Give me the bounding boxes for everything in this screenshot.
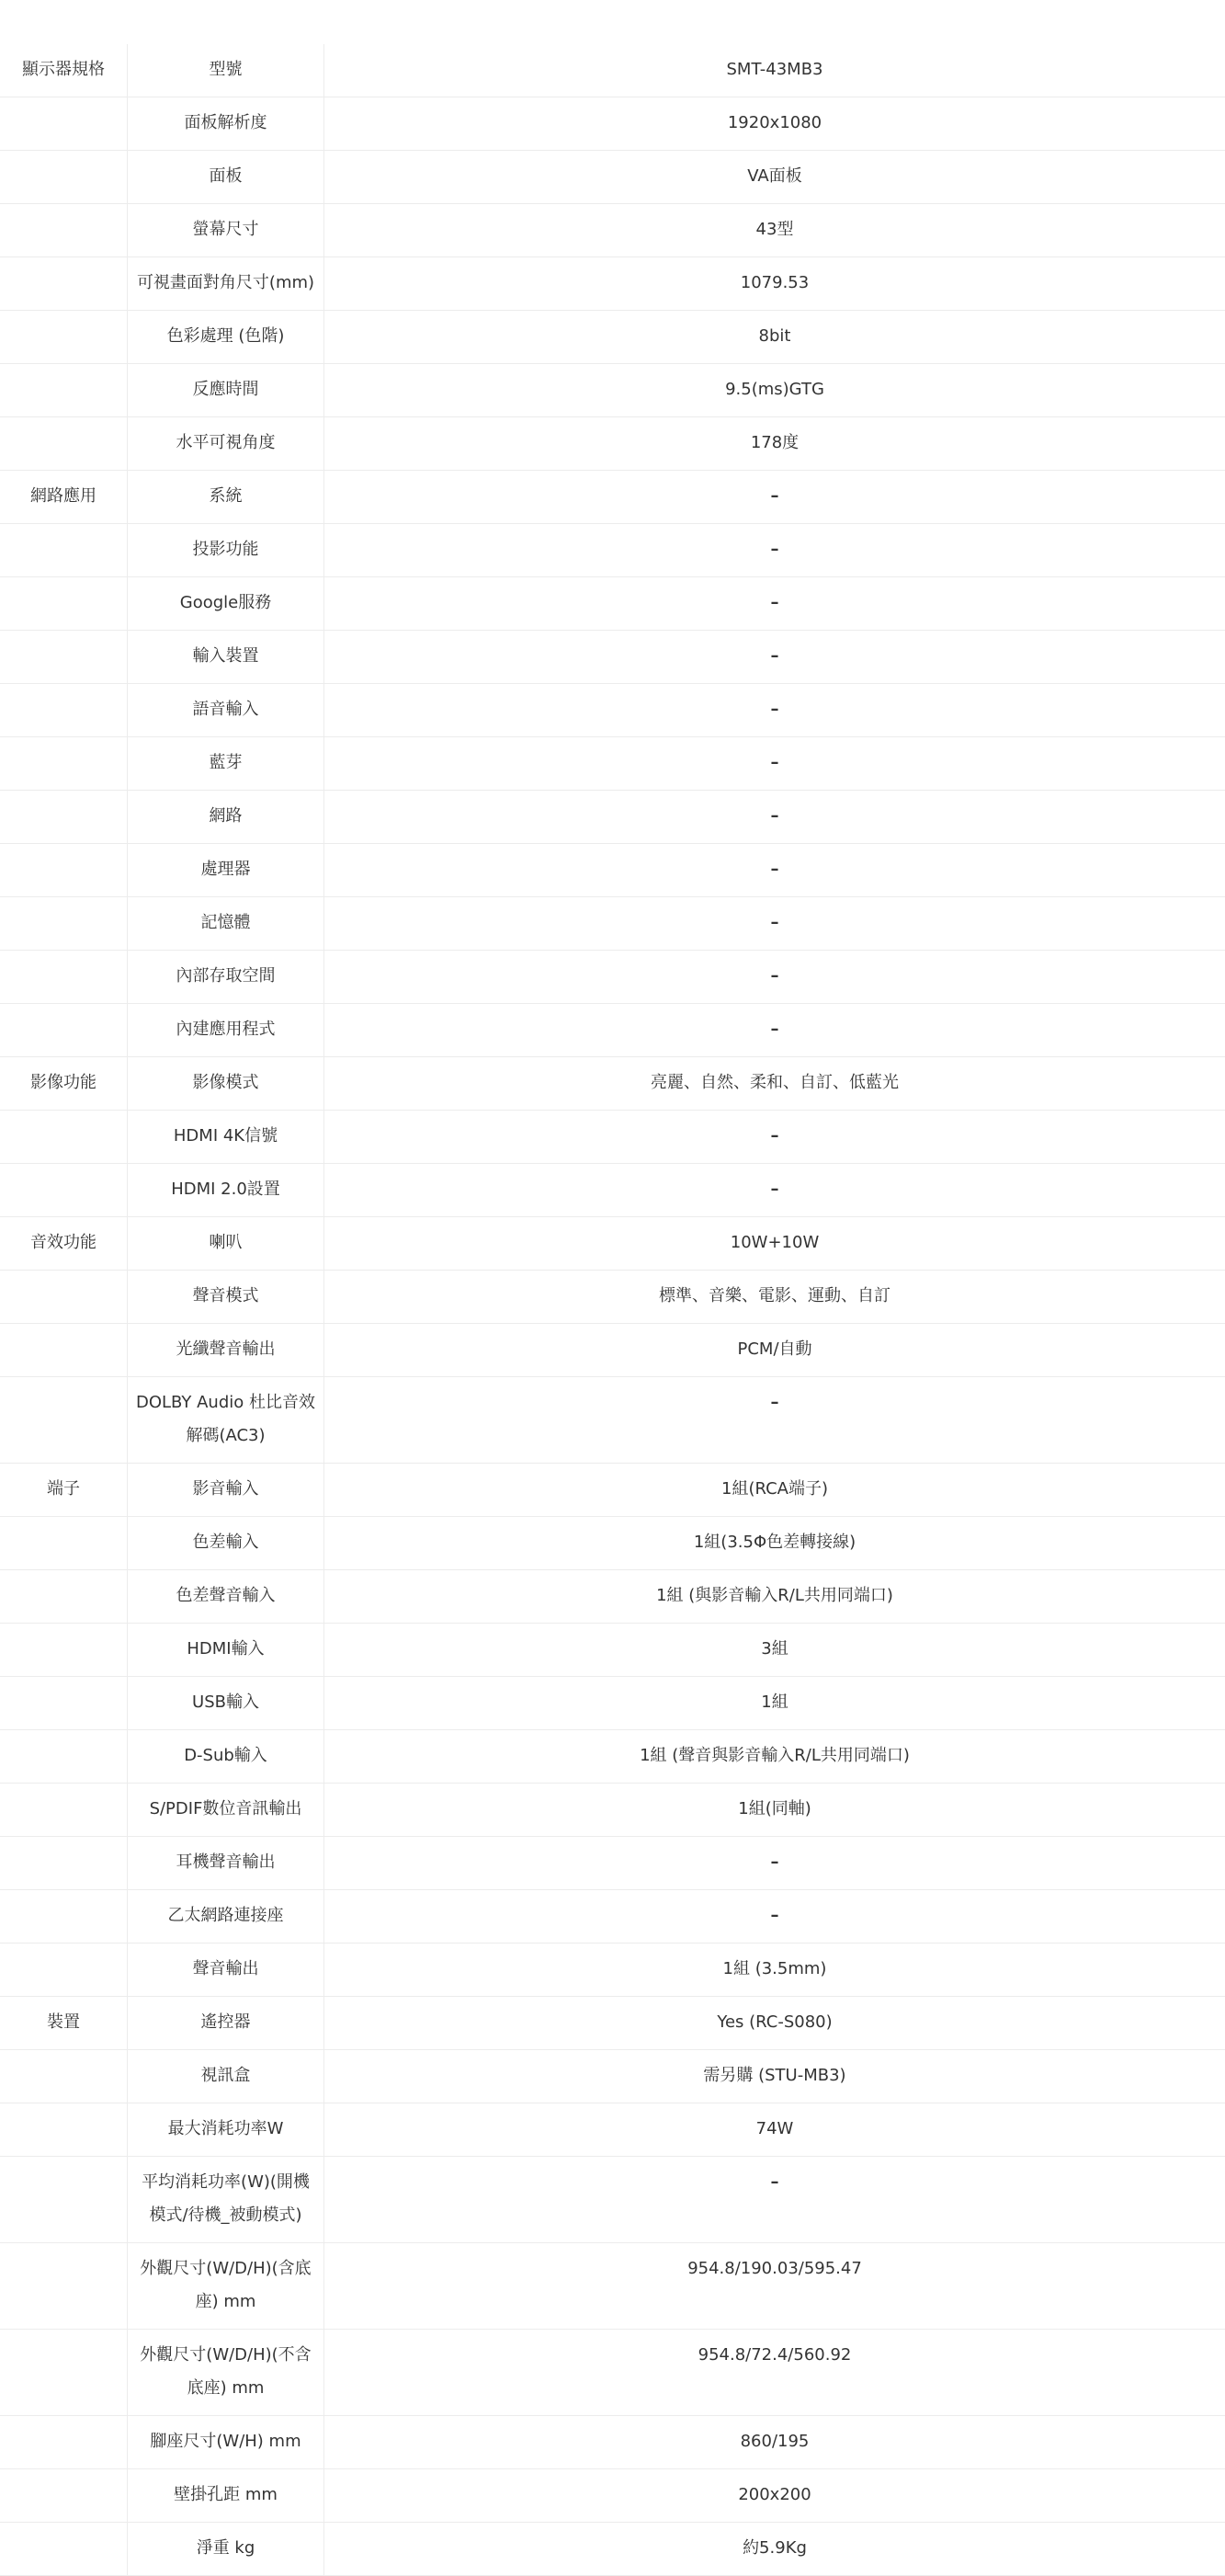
spec-row	[0, 2243, 1225, 2330]
spec-label: 語音輸入	[128, 684, 324, 737]
spec-value: Yes (RC-S080)	[324, 1997, 1225, 2050]
spec-label: Google服務	[128, 577, 324, 631]
spec-label: 影像模式	[128, 1057, 324, 1111]
spec-row	[0, 2157, 1225, 2243]
spec-row	[0, 1677, 1225, 1730]
spec-category	[0, 1837, 128, 1890]
spec-value: 1組	[324, 1677, 1225, 1730]
spec-label: 耳機聲音輸出	[128, 1837, 324, 1890]
spec-category	[0, 1943, 128, 1997]
spec-category	[0, 684, 128, 737]
spec-value: –	[324, 1164, 1225, 1217]
spec-row	[0, 2050, 1225, 2103]
spec-label: 水平可視角度	[128, 417, 324, 471]
spec-category	[0, 2330, 128, 2416]
spec-row	[0, 631, 1225, 684]
spec-label: 型號	[128, 44, 324, 97]
spec-category	[0, 1677, 128, 1730]
spec-label: USB輸入	[128, 1677, 324, 1730]
spec-value: 1組(3.5Φ色差轉接線)	[324, 1517, 1225, 1570]
spec-category	[0, 791, 128, 844]
spec-row	[0, 1004, 1225, 1057]
spec-row	[0, 577, 1225, 631]
spec-category: 影像功能	[0, 1057, 128, 1111]
spec-value: –	[324, 524, 1225, 577]
spec-value: –	[324, 791, 1225, 844]
spec-value: 1組 (3.5mm)	[324, 1943, 1225, 1997]
spec-row	[0, 897, 1225, 951]
spec-row	[0, 2330, 1225, 2416]
spec-value: 74W	[324, 2103, 1225, 2157]
spec-row	[0, 1837, 1225, 1890]
spec-row	[0, 791, 1225, 844]
spec-category	[0, 1570, 128, 1624]
spec-category	[0, 417, 128, 471]
spec-category	[0, 1111, 128, 1164]
spec-row	[0, 684, 1225, 737]
spec-value: –	[324, 577, 1225, 631]
spec-row	[0, 97, 1225, 151]
spec-label: 外觀尺寸(W/D/H)(含底座) mm	[128, 2243, 324, 2330]
spec-row	[0, 2469, 1225, 2523]
spec-row	[0, 1730, 1225, 1784]
spec-row	[0, 951, 1225, 1004]
spec-category	[0, 2050, 128, 2103]
spec-value: 標準、音樂、電影、運動、自訂	[324, 1271, 1225, 1324]
spec-row	[0, 364, 1225, 417]
spec-category	[0, 897, 128, 951]
spec-label: 網路	[128, 791, 324, 844]
spec-row	[0, 1111, 1225, 1164]
spec-value: –	[324, 1004, 1225, 1057]
spec-row	[0, 1997, 1225, 2050]
spec-row	[0, 1784, 1225, 1837]
spec-label: 內部存取空間	[128, 951, 324, 1004]
spec-row	[0, 1890, 1225, 1943]
spec-category: 裝置	[0, 1997, 128, 2050]
spec-value: –	[324, 1111, 1225, 1164]
spec-category	[0, 2157, 128, 2243]
spec-category	[0, 2416, 128, 2469]
spec-label: 色差聲音輸入	[128, 1570, 324, 1624]
spec-value: –	[324, 897, 1225, 951]
spec-category	[0, 151, 128, 204]
spec-label: 系統	[128, 471, 324, 524]
spec-value: –	[324, 631, 1225, 684]
spec-table-body	[0, 44, 1225, 2576]
spec-category	[0, 1271, 128, 1324]
spec-value: SMT-43MB3	[324, 44, 1225, 97]
spec-value: 1組 (聲音與影音輸入R/L共用同端口)	[324, 1730, 1225, 1784]
spec-row	[0, 2523, 1225, 2576]
spec-category: 端子	[0, 1464, 128, 1517]
spec-value: 9.5(ms)GTG	[324, 364, 1225, 417]
spec-value: –	[324, 1890, 1225, 1943]
spec-label: 淨重 kg	[128, 2523, 324, 2576]
spec-value: –	[324, 737, 1225, 791]
spec-value: 178度	[324, 417, 1225, 471]
spec-category	[0, 1624, 128, 1677]
spec-label: 螢幕尺寸	[128, 204, 324, 257]
spec-label: S/PDIF數位音訊輸出	[128, 1784, 324, 1837]
spec-row	[0, 417, 1225, 471]
spec-value: 1組(RCA端子)	[324, 1464, 1225, 1517]
spec-label: 聲音模式	[128, 1271, 324, 1324]
spec-value: –	[324, 684, 1225, 737]
spec-category	[0, 204, 128, 257]
spec-value: 10W+10W	[324, 1217, 1225, 1271]
spec-value: 1組(同軸)	[324, 1784, 1225, 1837]
spec-table	[0, 44, 1225, 2576]
spec-category	[0, 364, 128, 417]
spec-category	[0, 631, 128, 684]
spec-row	[0, 1377, 1225, 1464]
spec-value: 200x200	[324, 2469, 1225, 2523]
spec-value: –	[324, 471, 1225, 524]
spec-label: 面板解析度	[128, 97, 324, 151]
spec-row	[0, 1217, 1225, 1271]
spec-label: 可視畫面對角尺寸(mm)	[128, 257, 324, 311]
spec-label: 投影功能	[128, 524, 324, 577]
spec-row	[0, 1570, 1225, 1624]
spec-label: 腳座尺寸(W/H) mm	[128, 2416, 324, 2469]
spec-category	[0, 951, 128, 1004]
spec-row	[0, 1057, 1225, 1111]
spec-label: 壁掛孔距 mm	[128, 2469, 324, 2523]
spec-label: 光纖聲音輸出	[128, 1324, 324, 1377]
spec-row	[0, 204, 1225, 257]
spec-category	[0, 1164, 128, 1217]
spec-row	[0, 151, 1225, 204]
spec-category	[0, 2523, 128, 2576]
spec-value: 43型	[324, 204, 1225, 257]
spec-value: 1920x1080	[324, 97, 1225, 151]
spec-category	[0, 97, 128, 151]
spec-row	[0, 844, 1225, 897]
spec-value: 1組 (與影音輸入R/L共用同端口)	[324, 1570, 1225, 1624]
spec-category	[0, 1730, 128, 1784]
spec-row	[0, 471, 1225, 524]
spec-category	[0, 1324, 128, 1377]
spec-label: 色彩處理 (色階)	[128, 311, 324, 364]
spec-row	[0, 1324, 1225, 1377]
spec-value: 954.8/72.4/560.92	[324, 2330, 1225, 2416]
spec-label: 外觀尺寸(W/D/H)(不含底座) mm	[128, 2330, 324, 2416]
spec-value: PCM/自動	[324, 1324, 1225, 1377]
spec-label: 遙控器	[128, 1997, 324, 2050]
spec-label: 乙太網路連接座	[128, 1890, 324, 1943]
spec-label: HDMI 4K信號	[128, 1111, 324, 1164]
spec-category	[0, 1004, 128, 1057]
spec-label: 輸入裝置	[128, 631, 324, 684]
spec-label: 喇叭	[128, 1217, 324, 1271]
spec-category: 顯示器規格	[0, 44, 128, 97]
spec-category: 音效功能	[0, 1217, 128, 1271]
spec-value: –	[324, 2157, 1225, 2243]
spec-category	[0, 1784, 128, 1837]
spec-row	[0, 1164, 1225, 1217]
spec-row	[0, 1943, 1225, 1997]
spec-label: 影音輸入	[128, 1464, 324, 1517]
spec-row	[0, 1271, 1225, 1324]
spec-value: 需另購 (STU-MB3)	[324, 2050, 1225, 2103]
spec-value: 1079.53	[324, 257, 1225, 311]
spec-label: D-Sub輸入	[128, 1730, 324, 1784]
spec-value: –	[324, 951, 1225, 1004]
spec-category	[0, 844, 128, 897]
spec-category	[0, 2243, 128, 2330]
spec-row	[0, 311, 1225, 364]
spec-row	[0, 2103, 1225, 2157]
spec-value: –	[324, 1377, 1225, 1464]
spec-category	[0, 311, 128, 364]
spec-row	[0, 524, 1225, 577]
spec-label: 處理器	[128, 844, 324, 897]
spec-category	[0, 2103, 128, 2157]
spec-value: 約5.9Kg	[324, 2523, 1225, 2576]
spec-value: 860/195	[324, 2416, 1225, 2469]
spec-value: 8bit	[324, 311, 1225, 364]
spec-row	[0, 1624, 1225, 1677]
spec-row	[0, 2416, 1225, 2469]
spec-row	[0, 257, 1225, 311]
spec-row	[0, 44, 1225, 97]
spec-row	[0, 1464, 1225, 1517]
spec-label: 藍芽	[128, 737, 324, 791]
spec-category	[0, 577, 128, 631]
spec-label: HDMI 2.0設置	[128, 1164, 324, 1217]
spec-value: –	[324, 844, 1225, 897]
spec-category	[0, 257, 128, 311]
spec-category	[0, 2469, 128, 2523]
spec-category: 網路應用	[0, 471, 128, 524]
spec-category	[0, 524, 128, 577]
spec-label: DOLBY Audio 杜比音效解碼(AC3)	[128, 1377, 324, 1464]
spec-value: 亮麗、自然、柔和、自訂、低藍光	[324, 1057, 1225, 1111]
spec-label: 面板	[128, 151, 324, 204]
spec-category	[0, 1890, 128, 1943]
spec-value: –	[324, 1837, 1225, 1890]
spec-label: 聲音輸出	[128, 1943, 324, 1997]
spec-category	[0, 737, 128, 791]
spec-label: 平均消耗功率(W)(開機模式/待機_被動模式)	[128, 2157, 324, 2243]
spec-label: 內建應用程式	[128, 1004, 324, 1057]
spec-row	[0, 737, 1225, 791]
spec-value: 954.8/190.03/595.47	[324, 2243, 1225, 2330]
spec-row	[0, 1517, 1225, 1570]
spec-label: 色差輸入	[128, 1517, 324, 1570]
spec-label: 視訊盒	[128, 2050, 324, 2103]
spec-label: HDMI輸入	[128, 1624, 324, 1677]
spec-category	[0, 1377, 128, 1464]
spec-category	[0, 1517, 128, 1570]
spec-value: VA面板	[324, 151, 1225, 204]
spec-label: 最大消耗功率W	[128, 2103, 324, 2157]
spec-label: 反應時間	[128, 364, 324, 417]
spec-value: 3組	[324, 1624, 1225, 1677]
spec-label: 記憶體	[128, 897, 324, 951]
